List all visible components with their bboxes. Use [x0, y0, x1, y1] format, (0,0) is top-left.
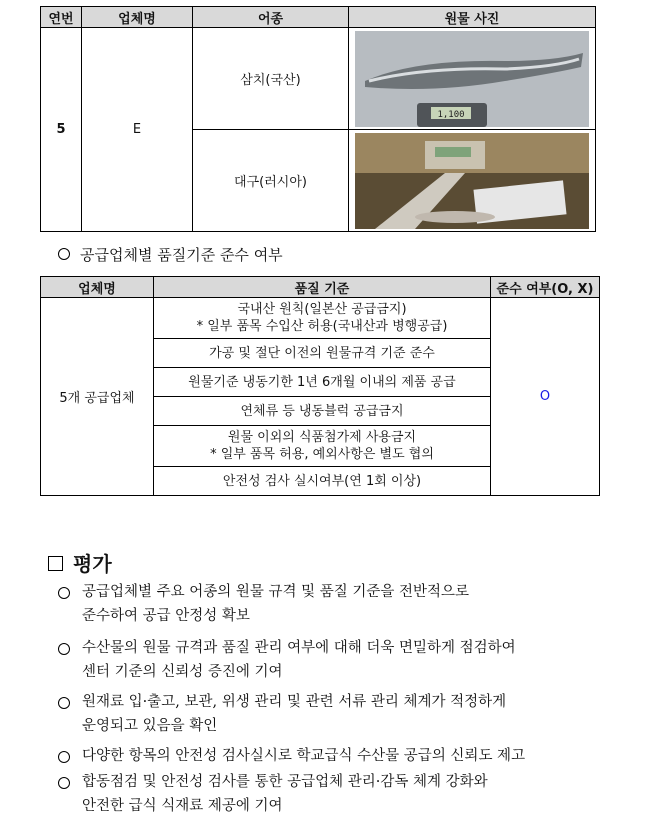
evaluation-item-1: 공급업체별 주요 어종의 원물 규격 및 품질 기준을 전반적으로 준수하여 공급 안정성 확보 [58, 580, 618, 628]
circle-bullet-icon [58, 587, 70, 599]
circle-bullet-icon [58, 777, 70, 789]
circle-bullet-icon [58, 751, 70, 763]
t2-header-criteria: 품질 기준 [154, 277, 491, 298]
compliance-bullet [58, 244, 283, 265]
square-bullet-icon [48, 556, 63, 571]
compliance-mark: O [491, 298, 600, 496]
criterion-3: 원물기준 냉동기한 1년 6개월 이내의 제품 공급 [154, 368, 491, 397]
section-heading [48, 548, 112, 577]
circle-bullet-icon [58, 248, 70, 260]
criterion-2: 가공 및 절단 이전의 원물규격 기준 준수 [154, 339, 491, 368]
photo-cell-2 [349, 130, 596, 232]
row-number: 5 [41, 28, 82, 232]
fish-inspection-lab-photo [355, 133, 589, 229]
criterion-4: 연체류 등 냉동블럭 공급금지 [154, 397, 491, 426]
compliance-bullet-text: 공급업체별 품질기준 준수 여부 [80, 246, 283, 264]
evaluation-item-3: 원재료 입·출고, 보관, 위생 관리 및 관련 서류 관리 체계가 적정하게 운영되고 있음을 확인 [58, 690, 618, 738]
t2-header-company: 업체명 [41, 277, 154, 298]
species-1: 삼치(국산) [193, 28, 349, 130]
fish-photo-table [40, 6, 596, 232]
criterion-6: 안전성 검사 실시여부(연 1회 이상) [154, 467, 491, 496]
quality-criteria-table [40, 276, 600, 496]
circle-bullet-icon [58, 697, 70, 709]
evaluation-item-5: 합동점검 및 안전성 검사를 통한 공급업체 관리·감독 체계 강화와 안전한 급식 식재료 제공에 기여 [58, 770, 618, 818]
header-num: 연번 [41, 7, 82, 28]
evaluation-item-4: 다양한 항목의 안전성 검사실시로 학교급식 수산물 공급의 신뢰도 제고 [58, 744, 618, 768]
header-species: 어종 [193, 7, 349, 28]
company-name: E [82, 28, 193, 232]
photo-cell-1 [349, 28, 596, 130]
fish-on-scale-photo [355, 31, 589, 127]
criterion-5: 원물 이외의 식품첨가제 사용금지 * 일부 품목 허용, 예외사항은 별도 협의 [154, 426, 491, 467]
supplier-group: 5개 공급업체 [41, 298, 154, 496]
t2-header-compliance: 준수 여부(O, X) [491, 277, 600, 298]
circle-bullet-icon [58, 643, 70, 655]
header-company: 업체명 [82, 7, 193, 28]
species-2: 대구(러시아) [193, 130, 349, 232]
section-title: 평가 [73, 552, 112, 576]
svg-text:1,100: 1,100 [437, 109, 465, 120]
criterion-1: 국내산 원칙(일본산 공급금지) * 일부 품목 수입산 허용(국내산과 병행공급) [154, 298, 491, 339]
evaluation-item-2: 수산물의 원물 규격과 품질 관리 여부에 대해 더욱 면밀하게 점검하여 센터 기준의 신뢰성 증진에 기여 [58, 636, 618, 684]
header-photo: 원물 사진 [349, 7, 596, 28]
